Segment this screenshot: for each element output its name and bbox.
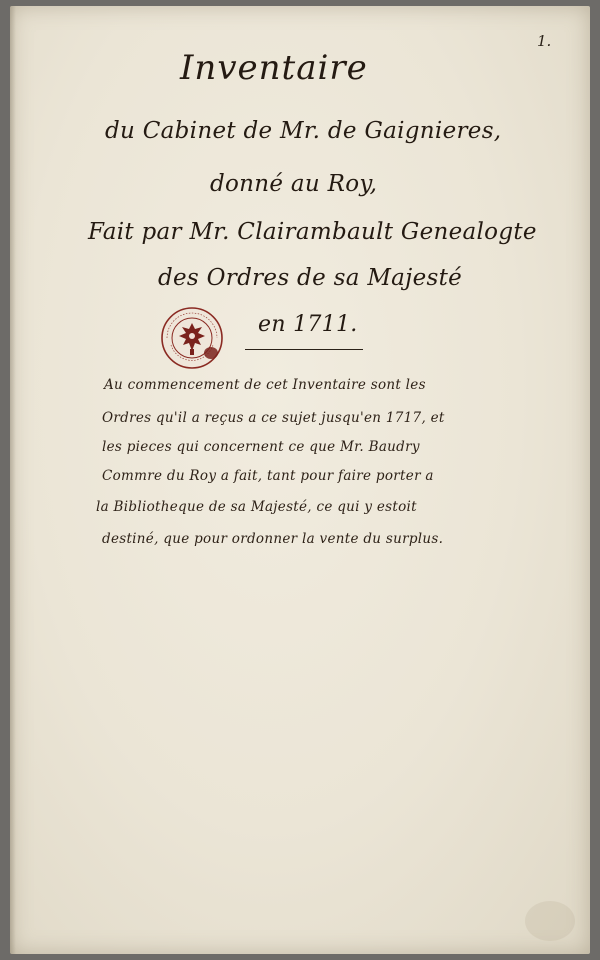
- manuscript-page: [10, 6, 590, 954]
- note-line-5: la Bibliotheque de sa Majesté, ce qui y estoit: [96, 499, 417, 515]
- note-line-6: destiné, que pour ordonner la vente du surplus.: [102, 531, 444, 547]
- page-binding-shadow: [10, 6, 16, 954]
- title-date: en 1711.: [258, 312, 358, 337]
- note-line-4: Commre du Roy a fait, tant pour faire porter a: [102, 468, 434, 484]
- library-stamp-seal: [159, 305, 225, 371]
- note-line-3: les pieces qui concernent ce que Mr. Baudry: [102, 439, 420, 455]
- folio-number: 1.: [537, 32, 552, 50]
- note-line-2: Ordres qu'il a reçus a ce sujet jusqu'en 1717, et: [102, 410, 445, 426]
- title-line-cabinet: du Cabinet de Mr. de Gaignieres,: [105, 118, 502, 144]
- paper-stain: [525, 901, 575, 941]
- title-line-donne: donné au Roy,: [210, 171, 378, 197]
- note-line-1: Au commencement de cet Inventaire sont les: [104, 377, 426, 393]
- title-heading: Inventaire: [180, 48, 368, 88]
- title-line-ordres: des Ordres de sa Majesté: [158, 265, 463, 291]
- title-line-author: Fait par Mr. Clairambault Genealogte: [88, 219, 537, 245]
- title-underline: [245, 349, 363, 350]
